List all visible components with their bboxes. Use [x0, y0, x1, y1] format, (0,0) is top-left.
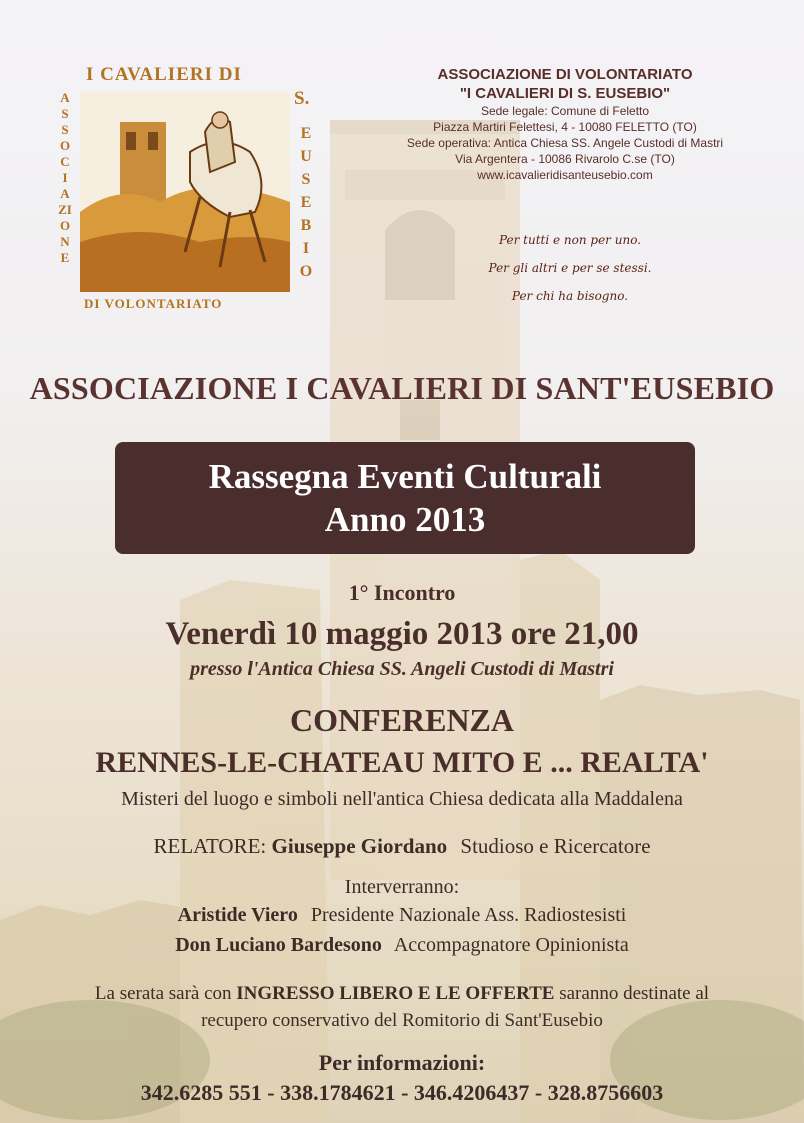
address-operativa: Via Argentera - 10086 Rivarolo C.se (TO): [455, 152, 675, 166]
relatore-line: [0, 834, 804, 859]
interventi-person-2: [0, 934, 804, 957]
serata-line-2: recupero conservativo del Romitorio di Sant'Eusebio: [201, 1010, 603, 1031]
serata-line-1: [0, 983, 804, 1005]
association-contact-header: [385, 66, 745, 183]
header-line-1: ASSOCIAZIONE DI VOLONTARIATO: [437, 66, 693, 83]
event-date: Venerdì 10 maggio 2013 ore 21,00: [165, 616, 639, 652]
website-link[interactable]: www.icavalieridisanteusebio.com: [477, 168, 653, 182]
person-2-role: Accompagnatore Opinionista: [393, 934, 629, 956]
person-1-name: Aristide Viero: [177, 904, 298, 926]
logo-top-text: I CAVALIERI DI: [86, 64, 242, 85]
logo-bottom-text: DI VOLONTARIATO: [84, 296, 223, 311]
person-1-role: Presidente Nazionale Ass. Radiostesisti: [310, 904, 627, 926]
banner-line-1: Rassegna Eventi Culturali: [208, 457, 602, 496]
serata-post: saranno destinate al: [559, 983, 710, 1004]
knight-on-horse-illustration: [80, 92, 290, 292]
event-description: Misteri del luogo e simboli nell'antica Chiesa dedicata alla Maddalena: [121, 788, 683, 810]
contacts-label: Per informazioni:: [318, 1050, 486, 1075]
event-subject: RENNES-LE-CHATEAU MITO E ... REALTA': [95, 746, 709, 779]
motto-2: Per gli altri e per se stessi.: [488, 261, 652, 275]
event-venue: presso l'Antica Chiesa SS. Angeli Custodi di Mastri: [190, 658, 614, 680]
event-series-banner: [115, 442, 695, 554]
incontro-number: 1° Incontro: [348, 580, 456, 605]
banner-line-2: Anno 2013: [324, 500, 486, 539]
logo-left-vertical-text: ASSOCIAZIONE: [58, 90, 72, 265]
serata-bold: INGRESSO LIBERO E LE OFFERTE: [236, 983, 555, 1004]
relatore-role: Studioso e Ricercatore: [460, 834, 651, 858]
relatore-name: Giuseppe Giordano: [271, 834, 448, 858]
logo-top-right-text: S.: [294, 88, 310, 109]
interventi-person-1: [0, 904, 804, 927]
person-2-name: Don Luciano Bardesono: [175, 934, 382, 956]
relatore-label: RELATORE:: [153, 834, 267, 858]
interventi-label: Interverranno:: [344, 876, 460, 898]
page-title: ASSOCIAZIONE I CAVALIERI DI SANT'EUSEBIO: [29, 370, 775, 406]
logo-right-vertical-text: EUSEBIO: [299, 125, 313, 280]
contacts-phones: 342.6285 551 - 338.1784621 - 346.4206437 - 328.8756603: [140, 1080, 664, 1105]
association-logo: [50, 62, 330, 322]
motto-1: Per tutti e non per uno.: [498, 233, 642, 247]
address-legale: Piazza Martiri Felettesi, 4 - 10080 FELETTO (TO): [433, 120, 697, 134]
motto-3: Per chi ha bisogno.: [511, 289, 629, 303]
header-line-2: "I CAVALIERI DI S. EUSEBIO": [459, 85, 671, 102]
sede-legale: Sede legale: Comune di Feletto: [480, 104, 650, 118]
mottos-block: [470, 226, 670, 310]
event-type: CONFERENZA: [289, 702, 514, 738]
sede-operativa: Sede operativa: Antica Chiesa SS. Angele Custodi di Mastri: [406, 136, 724, 150]
serata-pre: La serata sarà con: [94, 983, 232, 1004]
